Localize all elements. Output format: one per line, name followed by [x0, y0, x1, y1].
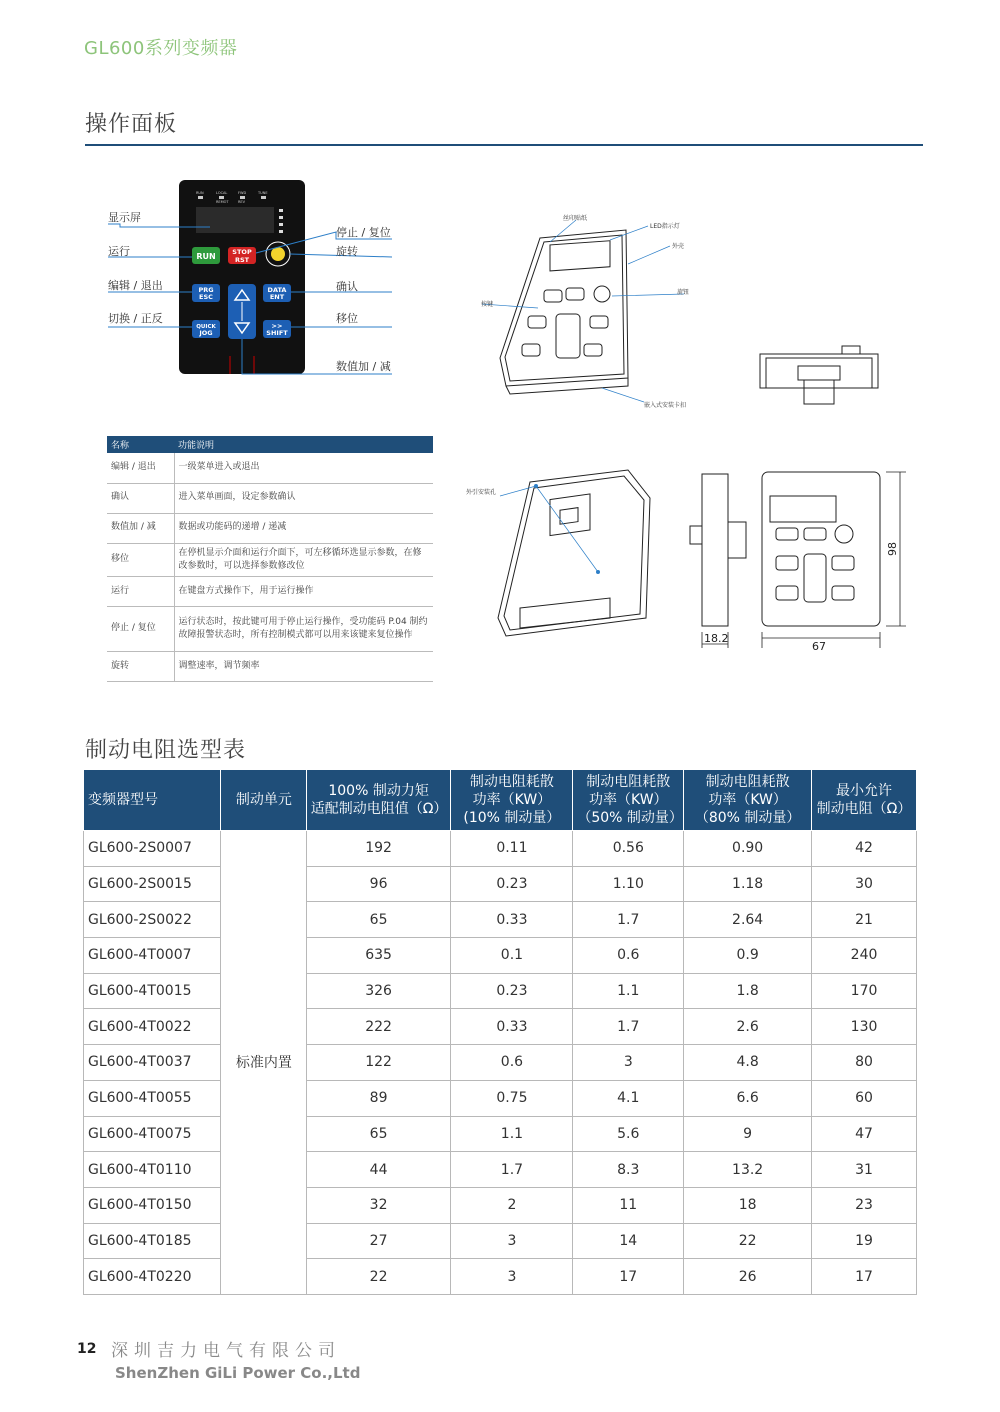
- header-resistance: 100% 制动力矩 适配制动电阻值（Ω）: [306, 770, 451, 831]
- shift-key-label-1: >>: [271, 322, 283, 330]
- label-edit-exit: 编辑 / 退出: [108, 279, 163, 292]
- table-row: GL600-4T0007 635 0.1 0.6 0.9 240: [84, 938, 917, 974]
- label-display: 显示屏: [108, 211, 141, 224]
- header-model: 变频器型号: [84, 770, 221, 831]
- quick-key-label-2: JOG: [199, 329, 213, 337]
- function-table: [107, 436, 433, 682]
- prg-key-label-1: PRG: [198, 286, 214, 294]
- table-row: 停止 / 复位 运行状态时，按此键可用于停止运行操作，受功能码 P.04 制约故障报警状态时，所有控制模式都可以用来该键来复位操作: [107, 606, 433, 651]
- indicator-run: RUN: [196, 191, 204, 195]
- back-view-drawing: [490, 468, 662, 640]
- table-row: GL600-4T0220 22 3 17 26 17: [84, 1259, 917, 1295]
- label-knob: 旋转: [336, 245, 358, 258]
- brake-resistor-table: [83, 769, 917, 1295]
- run-key-label: RUN: [196, 252, 216, 261]
- table-row: 旋转 调整速率，调节频率: [107, 651, 433, 681]
- data-key-label-1: DATA: [267, 286, 287, 294]
- table-row: GL600-2S0022 65 0.33 1.7 2.64 21: [84, 902, 917, 938]
- stop-key-label-1: STOP: [232, 248, 252, 256]
- dimension-width: 67: [812, 640, 826, 653]
- header-power-80: 制动电阻耗散 功率（KW） （80% 制动量）: [684, 770, 812, 831]
- stop-key-label-2: RST: [234, 256, 250, 264]
- shift-key-label-2: SHIFT: [266, 329, 288, 337]
- label-shell: 外壳: [672, 243, 685, 250]
- table-row: GL600-4T0022 222 0.33 1.7 2.6 130: [84, 1009, 917, 1045]
- data-key-label-2: ENT: [269, 293, 285, 301]
- isometric-keypad-drawing: [478, 208, 698, 410]
- label-shift: 移位: [336, 312, 358, 325]
- table-row: GL600-4T0015 326 0.23 1.1 1.8 170: [84, 973, 917, 1009]
- label-keys: 按键: [481, 301, 494, 308]
- label-run: 运行: [108, 245, 130, 258]
- table-row: GL600-2S0015 96 0.23 1.10 1.18 30: [84, 866, 917, 902]
- label-silk: 丝印贴纸: [563, 215, 588, 222]
- header-power-10: 制动电阻耗散 功率（KW） (10% 制动量）: [451, 770, 573, 831]
- label-confirm: 确认: [336, 280, 358, 293]
- table-row: GL600-4T0185 27 3 14 22 19: [84, 1223, 917, 1259]
- header-unit: 制动单元: [220, 770, 306, 831]
- table-row: 编辑 / 退出 一级菜单进入或退出: [107, 453, 433, 483]
- table-row: 数值加 / 减 数据或功能码的递增 / 递减: [107, 513, 433, 543]
- company-name-en: ShenZhen GiLi Power Co.,Ltd: [115, 1364, 361, 1382]
- label-mount-hole: 外引安装孔: [466, 489, 497, 496]
- label-knob-iso: 旋钮: [677, 289, 690, 296]
- label-switch: 切换 / 正反: [108, 312, 163, 325]
- function-table-header-name: 名称: [107, 436, 174, 453]
- table-row: GL600-4T0055 89 0.75 4.1 6.6 60: [84, 1080, 917, 1116]
- dimension-depth: 18.2: [704, 632, 729, 645]
- indicator-rev: REV: [238, 200, 246, 204]
- function-table-header-desc: 功能说明: [174, 436, 433, 453]
- indicator-local: LOCAL: [216, 191, 228, 195]
- indicator-tune: TUNE: [258, 191, 268, 195]
- label-led: LED指示灯: [650, 223, 680, 230]
- section-title-brake: 制动电阻选型表: [85, 738, 247, 763]
- side-view-drawing: [758, 340, 880, 406]
- brake-unit-cell: 标准内置: [220, 831, 306, 1295]
- indicator-remot: REMOT: [216, 200, 229, 204]
- table-row: GL600-4T0037 122 0.6 3 4.8 80: [84, 1045, 917, 1081]
- table-row: GL600-4T0110 44 1.7 8.3 13.2 31: [84, 1152, 917, 1188]
- header-min-resistance: 最小允许 制动电阻（Ω）: [812, 770, 917, 831]
- prg-key-label-2: ESC: [199, 293, 213, 301]
- table-row: 移位 在停机显示介面和运行介面下，可左移循环选显示参数，在修改参数时，可以选择参数修改位: [107, 543, 433, 576]
- table-row: 运行 在键盘方式操作下，用于运行操作: [107, 576, 433, 606]
- dimension-height: 98: [886, 542, 899, 556]
- label-stop-reset: 停止 / 复位: [336, 226, 391, 239]
- table-row: GL600-4T0150 32 2 11 18 23: [84, 1187, 917, 1223]
- page-number: 12: [77, 1341, 97, 1357]
- section-rule: [85, 144, 923, 146]
- quick-key-label-1: QUICK: [196, 324, 216, 330]
- company-name-cn: 深圳吉力电气有限公司: [111, 1341, 341, 1361]
- table-row: 确认 进入菜单画面，设定参数确认: [107, 483, 433, 513]
- brand-title: GL600系列变频器: [84, 38, 238, 59]
- label-increase-decrease: 数值加 / 减: [336, 360, 391, 373]
- section-title-panel: 操作面板: [85, 112, 178, 137]
- label-clip: 嵌入式安装卡扣: [644, 402, 687, 409]
- dimension-drawing: [686, 466, 912, 654]
- indicator-fwd: FWD: [238, 191, 247, 195]
- table-row: GL600-2S0007 标准内置 192 0.11 0.56 0.90 42: [84, 831, 917, 867]
- header-power-50: 制动电阻耗散 功率（KW） （50% 制动量）: [573, 770, 684, 831]
- table-row: GL600-4T0075 65 1.1 5.6 9 47: [84, 1116, 917, 1152]
